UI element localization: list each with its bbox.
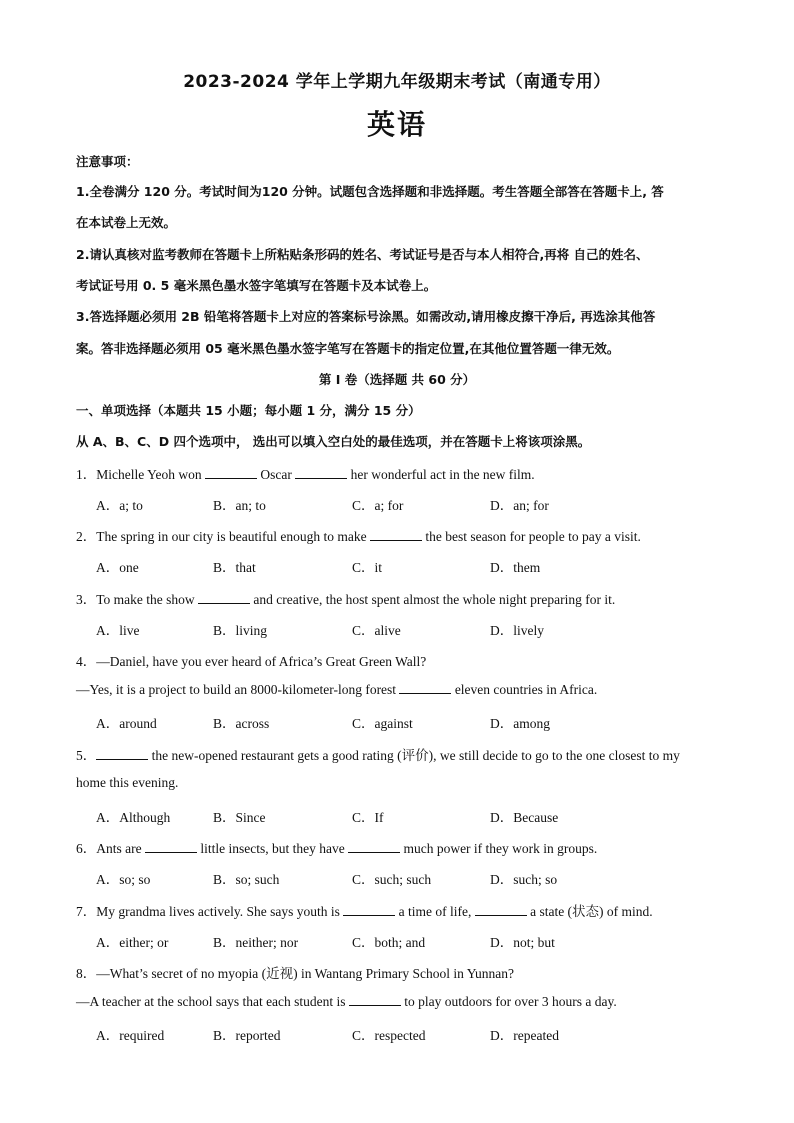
option-b: B．living	[213, 623, 268, 638]
option-c: C．against	[352, 716, 413, 731]
question-4-text-end: eleven countries in Africa.	[451, 682, 598, 697]
option-a: A．so; so	[96, 872, 151, 887]
part-1-title: 第 I 卷（选择题 共 60 分）	[318, 372, 476, 387]
option-a: A．required	[96, 1028, 165, 1043]
option-a: A．Although	[96, 810, 171, 825]
question-7-text-middle: a time of life,	[395, 904, 475, 919]
option-b: B．Since	[213, 810, 266, 825]
question-8-line-1: 8．—What’s secret of no myopia (近视) in Wantang Primary School in Yunnan?	[76, 966, 514, 981]
note-1-line-2: 在本试卷上无效。	[76, 215, 177, 230]
section-1-instruction: 从 A、B、C、D 四个选项中， 选出可以填入空白处的最佳选项，并在答题卡上将该项涂黑。	[76, 434, 591, 449]
question-8-text-end: to play outdoors for over 3 hours a day.	[400, 994, 617, 1009]
option-a: A．one	[96, 560, 139, 575]
question-6-text-end: much power if they work in groups.	[400, 841, 598, 856]
option-b: B．so; such	[213, 872, 280, 887]
option-d: D．not; but	[490, 935, 555, 950]
option-c: C．alive	[352, 623, 401, 638]
question-5-text-start: 5．	[76, 748, 97, 763]
question-3	[76, 588, 726, 608]
question-7-text-end: a state (状态) of mind.	[526, 904, 653, 919]
question-2-text-end: the best season for people to pay a visit.	[421, 529, 641, 544]
exam-title: 2023-2024 学年上学期九年级期末考试（南通专用）	[183, 72, 611, 92]
question-7-text-start: 7．My grandma lives actively. She says youth is	[76, 904, 344, 919]
option-d: D．them	[490, 560, 541, 575]
option-b: B．an; to	[213, 498, 266, 513]
question-6	[76, 837, 726, 857]
answer-blank	[370, 528, 422, 541]
answer-blank	[198, 591, 250, 604]
option-d: D．Because	[490, 810, 559, 825]
answer-blank	[205, 466, 257, 479]
answer-blank	[96, 747, 148, 760]
answer-blank	[295, 466, 347, 479]
question-4	[76, 681, 726, 698]
option-d: D．an; for	[490, 498, 549, 513]
option-c: C．such; such	[352, 872, 432, 887]
note-3-line-1: 3.答选择题必须用 2B 铅笔将答题卡上对应的答案标号涂黑。如需改动,请用橡皮擦干净后, 再选涂其他答	[76, 309, 656, 324]
question-7	[76, 900, 726, 920]
option-d: D．among	[490, 716, 550, 731]
option-c: C．a; for	[352, 498, 404, 513]
question-4-text-start: —Yes, it is a project to build an 8000-kilometer-long forest	[76, 682, 400, 697]
question-5-text-end: the new-opened restaurant gets a good rating (评价), we still decide to go to the one closest to my	[148, 748, 680, 763]
option-a: A．a; to	[96, 498, 143, 513]
question-6-text-middle: little insects, but they have	[196, 841, 349, 856]
subject-title: 英语	[366, 108, 427, 141]
option-c: C．If	[352, 810, 384, 825]
question-5-line-2: home this evening.	[76, 775, 179, 790]
notes-heading: 注意事项：	[76, 154, 139, 169]
option-b: B．across	[213, 716, 270, 731]
question-1-text-middle: Oscar	[257, 467, 296, 482]
option-d: D．lively	[490, 623, 544, 638]
question-1	[76, 463, 726, 483]
option-a: A．either; or	[96, 935, 169, 950]
option-b: B．reported	[213, 1028, 281, 1043]
option-b: B．that	[213, 560, 256, 575]
question-1-text-start: 1．Michelle Yeoh won	[76, 467, 205, 482]
option-a: A．around	[96, 716, 157, 731]
option-d: D．repeated	[490, 1028, 559, 1043]
question-8	[76, 993, 726, 1010]
question-8-text-start: —A teacher at the school says that each student is	[76, 994, 349, 1009]
note-3-line-2: 案。答非选择题必须用 05 毫米黑色墨水签字笔写在答题卡的指定位置,在其他位置答题一律无效。	[76, 341, 620, 356]
question-2-text-start: 2．The spring in our city is beautiful enough to make	[76, 529, 370, 544]
answer-blank	[343, 903, 395, 916]
option-a: A．live	[96, 623, 140, 638]
section-1-heading: 一、单项选择（本题共 15 小题；每小题 1 分，满分 15 分）	[76, 403, 421, 418]
option-c: C．respected	[352, 1028, 426, 1043]
option-c: C．both; and	[352, 935, 426, 950]
question-3-text-end: and creative, the host spent almost the whole night preparing for it.	[250, 592, 616, 607]
question-6-text-start: 6．Ants are	[76, 841, 145, 856]
question-4-line-1: 4．—Daniel, have you ever heard of Africa’s Great Green Wall?	[76, 654, 427, 669]
question-5	[76, 744, 726, 764]
option-d: D．such; so	[490, 872, 558, 887]
note-2-line-2: 考试证号用 0. 5 毫米黑色墨水签字笔填写在答题卡及本试卷上。	[76, 278, 437, 293]
answer-blank	[145, 840, 197, 853]
note-2-line-1: 2.请认真核对监考教师在答题卡上所粘贴条形码的姓名、考试证号是否与本人相符合,再将 自己的姓名、	[76, 247, 649, 262]
answer-blank	[348, 840, 400, 853]
note-1-line-1: 1.全卷满分 120 分。考试时间为120 分钟。试题包含选择题和非选择题。考生答题全部答在答题卡上, 答	[76, 184, 664, 199]
answer-blank	[399, 681, 451, 694]
option-b: B．neither; nor	[213, 935, 299, 950]
option-c: C．it	[352, 560, 383, 575]
answer-blank	[349, 993, 401, 1006]
question-2	[76, 525, 726, 545]
question-1-text-end: her wonderful act in the new film.	[347, 467, 535, 482]
answer-blank	[475, 903, 527, 916]
question-3-text-start: 3．To make the show	[76, 592, 199, 607]
